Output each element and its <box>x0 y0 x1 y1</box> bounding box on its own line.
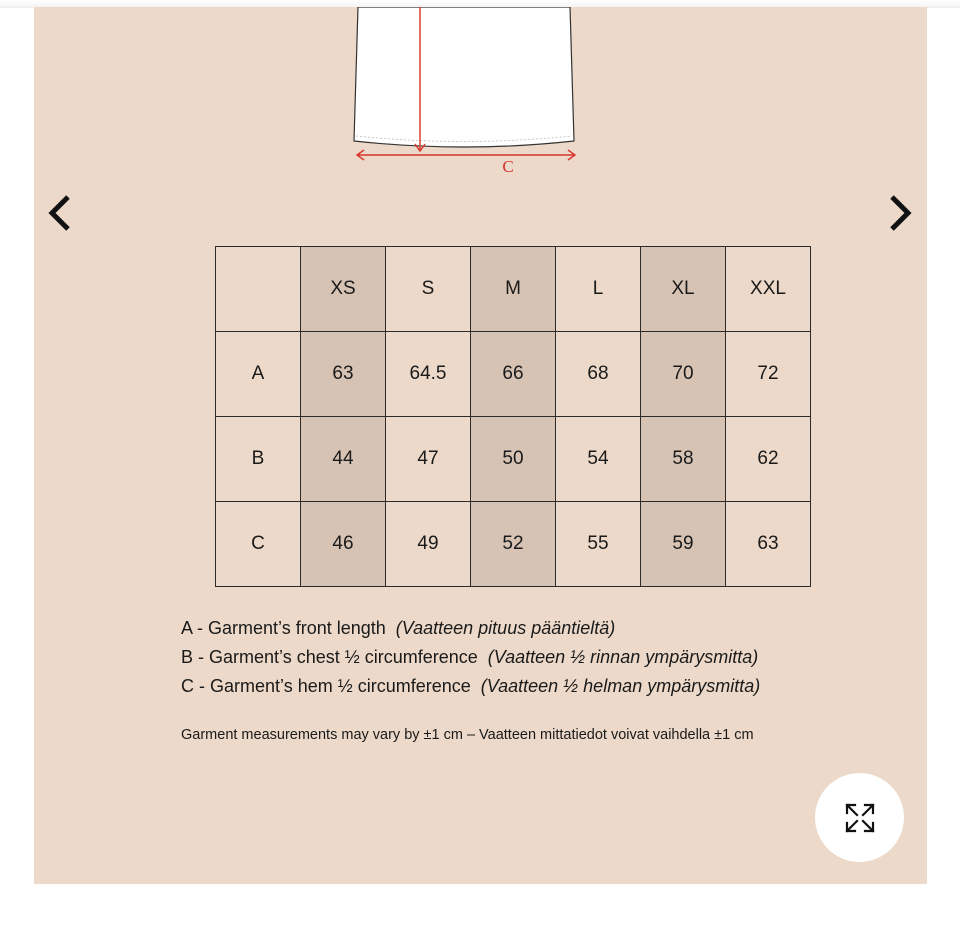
table-row <box>216 332 811 417</box>
table-cell: 59 <box>641 502 726 587</box>
header-cell-l: L <box>556 247 641 332</box>
legend-item-a <box>181 614 760 643</box>
table-cell: 54 <box>556 417 641 502</box>
table-cell: 66 <box>471 332 556 417</box>
table-cell: 58 <box>641 417 726 502</box>
table-row <box>216 502 811 587</box>
row-label-a: A <box>216 332 301 417</box>
chevron-right-icon <box>880 193 920 233</box>
row-label-b: B <box>216 417 301 502</box>
header-corner-cell <box>216 247 301 332</box>
legend-translation: (Vaatteen ½ rinnan ympärysmitta) <box>487 647 759 667</box>
table-cell: 68 <box>556 332 641 417</box>
legend-text: B - Garment’s chest ½ circumference <box>181 647 478 667</box>
chevron-left-icon <box>40 193 80 233</box>
header-cell-m: M <box>471 247 556 332</box>
table-cell: 52 <box>471 502 556 587</box>
table-cell: 46 <box>301 502 386 587</box>
size-chart-table <box>215 246 811 587</box>
previous-image-button[interactable] <box>40 193 80 233</box>
header-cell-xl: XL <box>641 247 726 332</box>
table-cell: 72 <box>726 332 811 417</box>
table-cell: 44 <box>301 417 386 502</box>
header-cell-xs: XS <box>301 247 386 332</box>
header-cell-xxl: XXL <box>726 247 811 332</box>
measurement-note: Garment measurements may vary by ±1 cm – Vaatteen mittatiedot voivat vaihdella ±1 cm <box>181 727 754 743</box>
table-cell: 49 <box>386 502 471 587</box>
legend-text: A - Garment’s front length <box>181 618 386 638</box>
table-cell: 55 <box>556 502 641 587</box>
table-cell: 50 <box>471 417 556 502</box>
header-cell-s: S <box>386 247 471 332</box>
legend-text: C - Garment’s hem ½ circumference <box>181 676 471 696</box>
next-image-button[interactable] <box>880 193 920 233</box>
legend-item-c <box>181 672 760 701</box>
legend-translation: (Vaatteen pituus pääntieltä) <box>395 618 616 638</box>
table-cell: 47 <box>386 417 471 502</box>
measurement-legend <box>181 614 760 701</box>
table-header-row <box>216 247 811 332</box>
table-cell: 63 <box>726 502 811 587</box>
table-row <box>216 417 811 502</box>
table-cell: 63 <box>301 332 386 417</box>
size-guide-image <box>34 7 927 884</box>
row-label-c: C <box>216 502 301 587</box>
expand-arrows-icon <box>844 802 876 834</box>
fullscreen-button[interactable] <box>815 773 904 862</box>
garment-diagram <box>344 7 624 187</box>
table-cell: 62 <box>726 417 811 502</box>
legend-translation: (Vaatteen ½ helman ympärysmitta) <box>480 676 761 696</box>
table-cell: 70 <box>641 332 726 417</box>
measure-label-c: C <box>502 157 514 176</box>
table-cell: 64.5 <box>386 332 471 417</box>
legend-item-b <box>181 643 760 672</box>
